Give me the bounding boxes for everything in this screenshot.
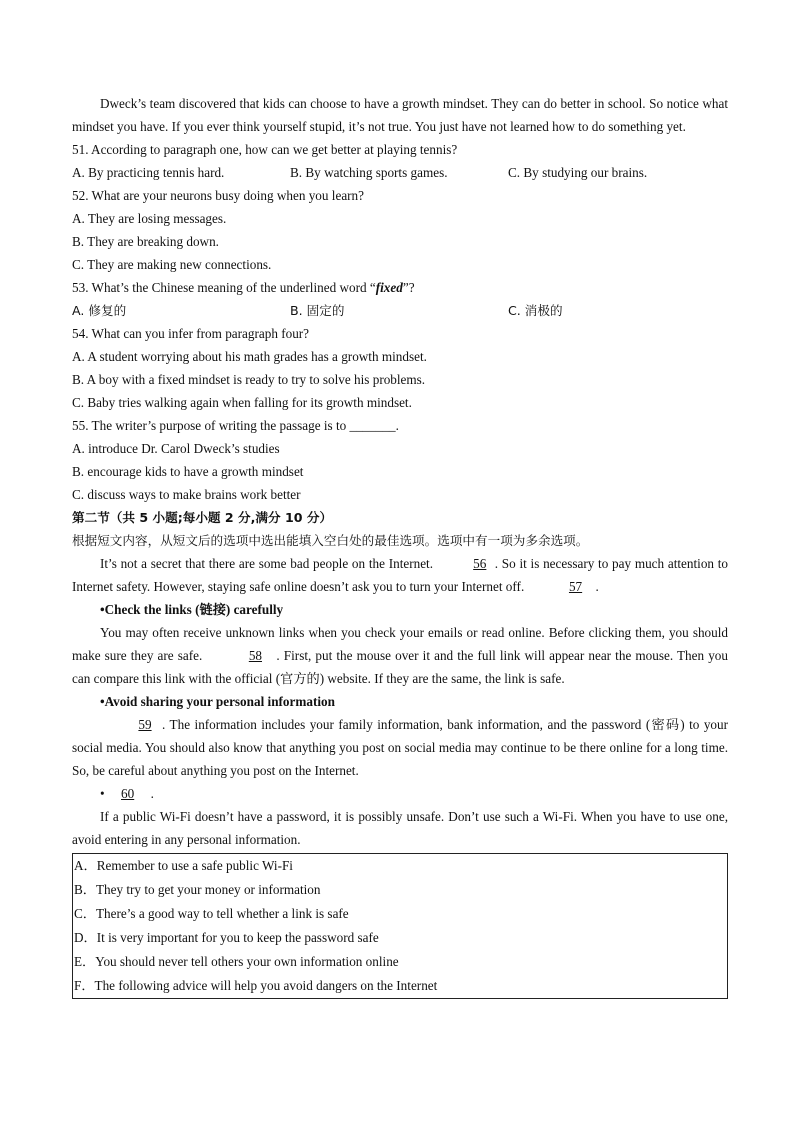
- question-53-options: [72, 299, 728, 322]
- option-55-c: C. discuss ways to make brains work better: [72, 487, 301, 502]
- cloze-p1-text-a: It’s not a secret that there are some bad people on the Internet.: [100, 556, 434, 571]
- option-52-c: C. They are making new connections.: [72, 257, 272, 272]
- heading-avoid-sharing: •Avoid sharing your personal information: [100, 694, 335, 709]
- cloze-p3-text: . The information includes your family information, bank information, and the password (密码) to your social media. You should also know that anything you post on social media may continue to be there online for a long time. So, be careful about anything you post on the Internet.: [72, 717, 728, 778]
- question-53-stem-post: ”?: [402, 280, 415, 295]
- question-53-stem: [72, 276, 728, 299]
- cloze-paragraph-5: If a public Wi-Fi doesn’t have a password, it is possibly unsafe. Don’t use such a Wi-Fi. When you have to use one, avoid entering in any personal information.: [72, 809, 728, 847]
- section-instruction: 根据短文内容，从短文后的选项中选出能填入空白处的最佳选项。选项中有一项为多余选项。: [72, 533, 589, 548]
- option-54-c: C. Baby tries walking again when falling for its growth mindset.: [72, 395, 412, 410]
- cloze-paragraph-2: [72, 621, 728, 690]
- choice-d: D．It is very important for you to keep the password safe: [74, 930, 379, 945]
- cloze-p1-text-b: . So it is necessary to pay much attention to Internet safety. However, staying safe online doesn’t ask you to turn your Internet off.: [72, 556, 729, 594]
- choice-f: F．The following advice will help you avoid dangers on the Internet: [74, 978, 438, 993]
- option-53-c: C. 消极的: [508, 303, 563, 318]
- choice-e: E．You should never tell others your own information online: [74, 954, 399, 969]
- cloze-p2-text-a: You may often receive unknown links when you check your emails or read online. Before clicking them, you should make sure they are safe.: [72, 625, 728, 663]
- option-55-a: A. introduce Dr. Carol Dweck’s studies: [72, 441, 280, 456]
- option-54-a: A. A student worrying about his math grades has a growth mindset.: [72, 349, 427, 364]
- option-52-b: B. They are breaking down.: [72, 234, 219, 249]
- option-54-b: B. A boy with a fixed mindset is ready to try to solve his problems.: [72, 372, 426, 387]
- option-51-b: B. By watching sports games.: [290, 165, 448, 180]
- option-55-b: B. encourage kids to have a growth mindset: [72, 464, 304, 479]
- option-52-a: A. They are losing messages.: [72, 211, 227, 226]
- question-51-options: [72, 161, 728, 184]
- cloze-p1-text-c: .: [595, 579, 599, 594]
- blank-59: 59: [138, 717, 152, 732]
- option-53-b: B. 固定的: [290, 303, 345, 318]
- blank-58: 58: [248, 648, 262, 663]
- page-content: [72, 92, 728, 999]
- blank-56: 56: [473, 556, 487, 571]
- question-51-stem: 51. According to paragraph one, how can we get better at playing tennis?: [72, 142, 458, 157]
- question-54-stem: 54. What can you infer from paragraph four?: [72, 326, 310, 341]
- option-53-a: A. 修复的: [72, 303, 127, 318]
- choice-c: C．There’s a good way to tell whether a link is safe: [74, 906, 349, 921]
- bullet-60: •: [100, 786, 105, 801]
- question-53-stem-pre: 53. What’s the Chinese meaning of the underlined word “: [72, 280, 376, 295]
- blank-57: 57: [568, 579, 583, 594]
- choice-b: B．They try to get your money or information: [74, 882, 321, 897]
- question-53-fixed-word: fixed: [375, 280, 403, 295]
- cloze-paragraph-3: [72, 713, 728, 782]
- option-51-c: C. By studying our brains.: [508, 165, 648, 180]
- cloze-p2-text-b: . First, put the mouse over it and the full link will appear near the mouse. Then you can compare this link with the official (官方的) website. If they are the same, the link is safe.: [72, 648, 728, 686]
- blank-60-period: .: [150, 786, 154, 801]
- question-52-stem: 52. What are your neurons busy doing when you learn?: [72, 188, 365, 203]
- section-title: 第二节（共 5 小题;每小题 2 分,满分 10 分）: [72, 510, 333, 525]
- passage-paragraph: Dweck’s team discovered that kids can choose to have a growth mindset. They can do better in school. So notice what mindset you have. If you ever think yourself stupid, it’s not true. You just have not learned how to do something yet.: [72, 96, 728, 134]
- blank-60: 60: [121, 786, 135, 801]
- heading-check-links: •Check the links (链接) carefully: [100, 602, 284, 617]
- cloze-heading-60: [72, 782, 728, 805]
- question-55-stem: 55. The writer’s purpose of writing the passage is to _______.: [72, 418, 399, 433]
- cloze-paragraph-1: [72, 552, 728, 598]
- choices-box: [72, 853, 728, 999]
- option-51-a: A. By practicing tennis hard.: [72, 165, 225, 180]
- choice-a: A．Remember to use a safe public Wi-Fi: [74, 858, 293, 873]
